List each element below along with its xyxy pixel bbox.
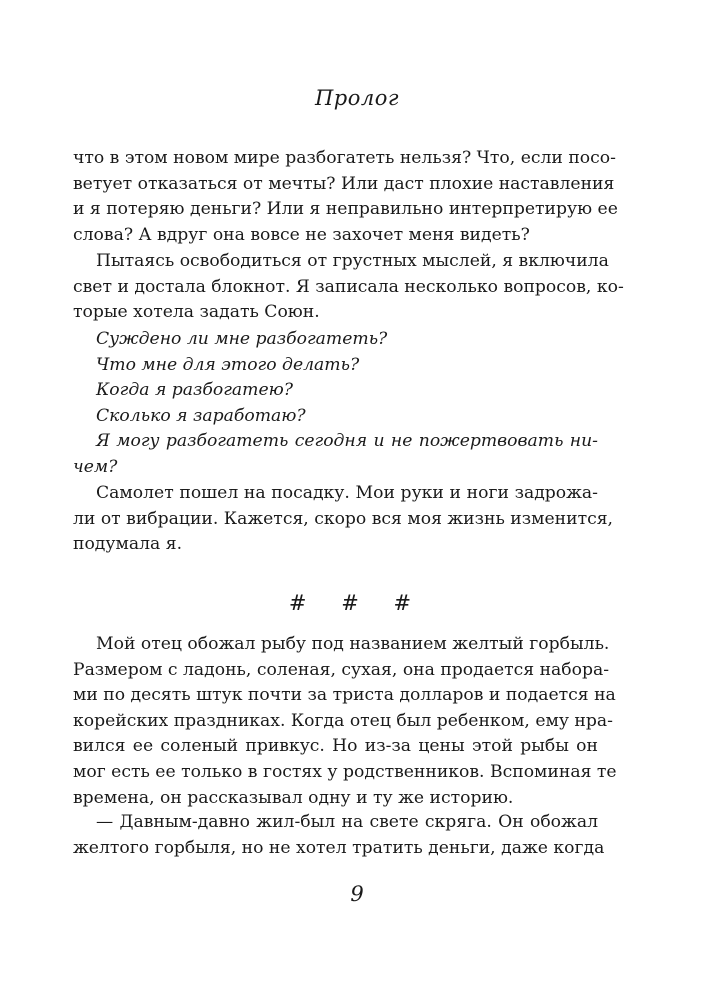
text-line: Размером с ладонь, соленая, сухая, она продается набора- xyxy=(73,659,610,680)
question-line: Я могу разбогатеть сегодня и не пожертвовать ни- xyxy=(96,431,598,452)
paragraph-miser xyxy=(73,810,605,861)
text-line: — Давным-давно жил-был на свете скряга. Он обожал xyxy=(96,812,598,832)
text-line: и я потеряю деньги? Или я неправильно интерпретирую ее xyxy=(73,199,618,220)
text-line: торые хотела задать Союн. xyxy=(73,302,320,323)
text-line: времена, он рассказывал одну и ту же историю. xyxy=(73,787,514,808)
text-line: ветует отказаться от мечты? Или даст плохие наставления xyxy=(73,173,615,194)
text-line: Пытаясь освободиться от грустных мыслей, я включила xyxy=(96,251,609,271)
question-list xyxy=(73,327,598,481)
text-line: Мой отец обожал рыбу под названием желтый горбыль. xyxy=(96,634,610,654)
question-line: Что мне для этого делать? xyxy=(96,354,360,375)
text-line: мог есть ее только в гостях у родственников. Вспоминая те xyxy=(73,761,617,782)
text-line: ми по десять штук почти за триста долларов и подается на xyxy=(73,685,616,706)
question-line: Суждено ли мне разбогатеть? xyxy=(96,329,388,349)
text-line: свет и достала блокнот. Я записала несколько вопросов, ко- xyxy=(73,276,624,297)
text-line: корейских праздниках. Когда отец был ребенком, ему нра- xyxy=(73,710,613,731)
section-separator: # # # xyxy=(288,591,426,615)
text-line: Самолет пошел на посадку. Мои руки и ноги задрожа- xyxy=(96,483,598,503)
text-line: слова? А вдруг она вовсе не захочет меня видеть? xyxy=(73,224,530,245)
text-line: вился ее соленый привкус. Но из-за цены этой рыбы он xyxy=(73,736,598,757)
question-line: Когда я разбогатею? xyxy=(96,380,293,401)
question-line: Сколько я заработаю? xyxy=(96,405,306,426)
text-line: что в этом новом мире разбогатеть нельзя? Что, если посо- xyxy=(73,148,616,168)
text-line: подумала я. xyxy=(73,534,183,555)
text-line: ли от вибрации. Кажется, скоро вся моя жизнь изменится, xyxy=(73,508,614,529)
paragraph-father xyxy=(73,632,617,811)
running-head: Пролог xyxy=(314,86,400,110)
page-number: 9 xyxy=(350,882,364,906)
text-line: желтого горбыля, но не хотел тратить деньги, даже когда xyxy=(73,837,605,858)
paragraph-continuation xyxy=(73,146,618,248)
paragraph-plane xyxy=(73,481,614,558)
question-line: чем? xyxy=(73,456,118,477)
paragraph-notebook xyxy=(73,249,624,326)
